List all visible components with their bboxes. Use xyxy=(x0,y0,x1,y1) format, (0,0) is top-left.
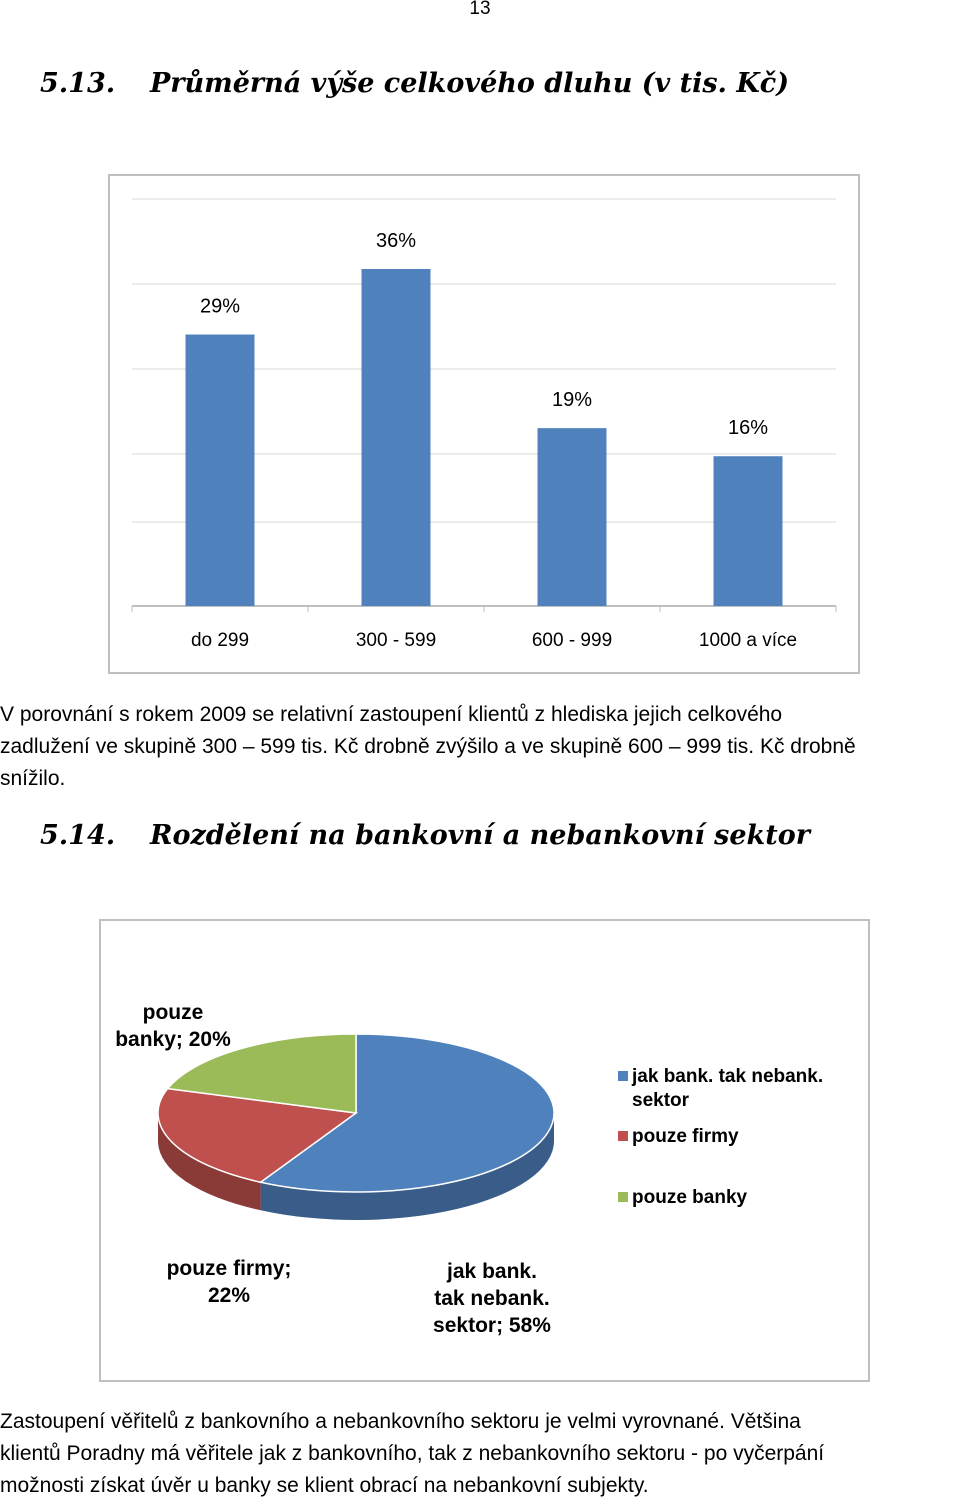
paragraph-debt-comparison xyxy=(0,699,960,795)
bar xyxy=(714,456,783,606)
bar-chart xyxy=(110,176,858,672)
pie-data-label: pouze banky; 20% xyxy=(115,1001,231,1051)
x-tick-label: 600 - 999 xyxy=(531,630,613,651)
paragraph-line: klientů Poradny má věřitele jak z bankovního, tak z nebankovního sektoru - po vyčerpání xyxy=(0,1442,825,1465)
paragraph-line: možnosti získat úvěr u banky se klient obrací na nebankovní subjekty. xyxy=(0,1474,649,1497)
x-tick-label: do 299 xyxy=(190,630,250,651)
pie-data-label: jak bank. tak nebank. sektor; 58% xyxy=(433,1260,551,1337)
bar xyxy=(538,428,607,606)
legend-swatch xyxy=(618,1071,628,1081)
legend-label: jak bank. tak nebank. sektor xyxy=(632,1066,824,1111)
paragraph-line: snížilo. xyxy=(0,767,66,790)
paragraph-line: V porovnání s rokem 2009 se relativní zastoupení klientů z hlediska jejich celkového xyxy=(0,703,783,726)
data-label: 19% xyxy=(551,389,593,412)
section-heading-5-13 xyxy=(40,68,789,99)
paragraph-line: zadlužení ve skupině 300 – 599 tis. Kč drobně zvýšilo a ve skupině 600 – 999 tis. Kč drobně xyxy=(0,735,856,758)
section-heading-5-14 xyxy=(40,820,810,851)
legend-swatch xyxy=(618,1192,628,1202)
pie-data-label: pouze firmy; 22% xyxy=(166,1257,292,1307)
pie-chart-container xyxy=(99,919,870,1382)
bar-chart-container xyxy=(108,174,860,674)
page-number: 13 xyxy=(469,0,491,19)
x-tick-label: 300 - 599 xyxy=(355,630,437,651)
legend-swatch xyxy=(618,1131,628,1141)
section-title: Rozdělení na bankovní a nebankovní sektor xyxy=(150,820,810,851)
section-number: 5.13. xyxy=(40,68,116,99)
bar xyxy=(362,269,431,606)
data-label: 29% xyxy=(199,295,241,318)
legend-label: pouze banky xyxy=(632,1187,748,1208)
section-number: 5.14. xyxy=(40,820,116,851)
pie-chart xyxy=(101,921,868,1380)
data-label: 36% xyxy=(375,230,417,252)
section-title: Průměrná výše celkového dluhu (v tis. Kč) xyxy=(150,68,790,99)
data-label: 16% xyxy=(727,417,769,440)
x-tick-label: 1000 a více xyxy=(698,630,798,651)
paragraph-line: Zastoupení věřitelů z bankovního a nebankovního sektoru je velmi vyrovnané. Většina xyxy=(0,1410,801,1433)
paragraph-creditors xyxy=(0,1406,960,1502)
legend-label: pouze firmy xyxy=(632,1126,739,1147)
bar xyxy=(186,335,255,606)
